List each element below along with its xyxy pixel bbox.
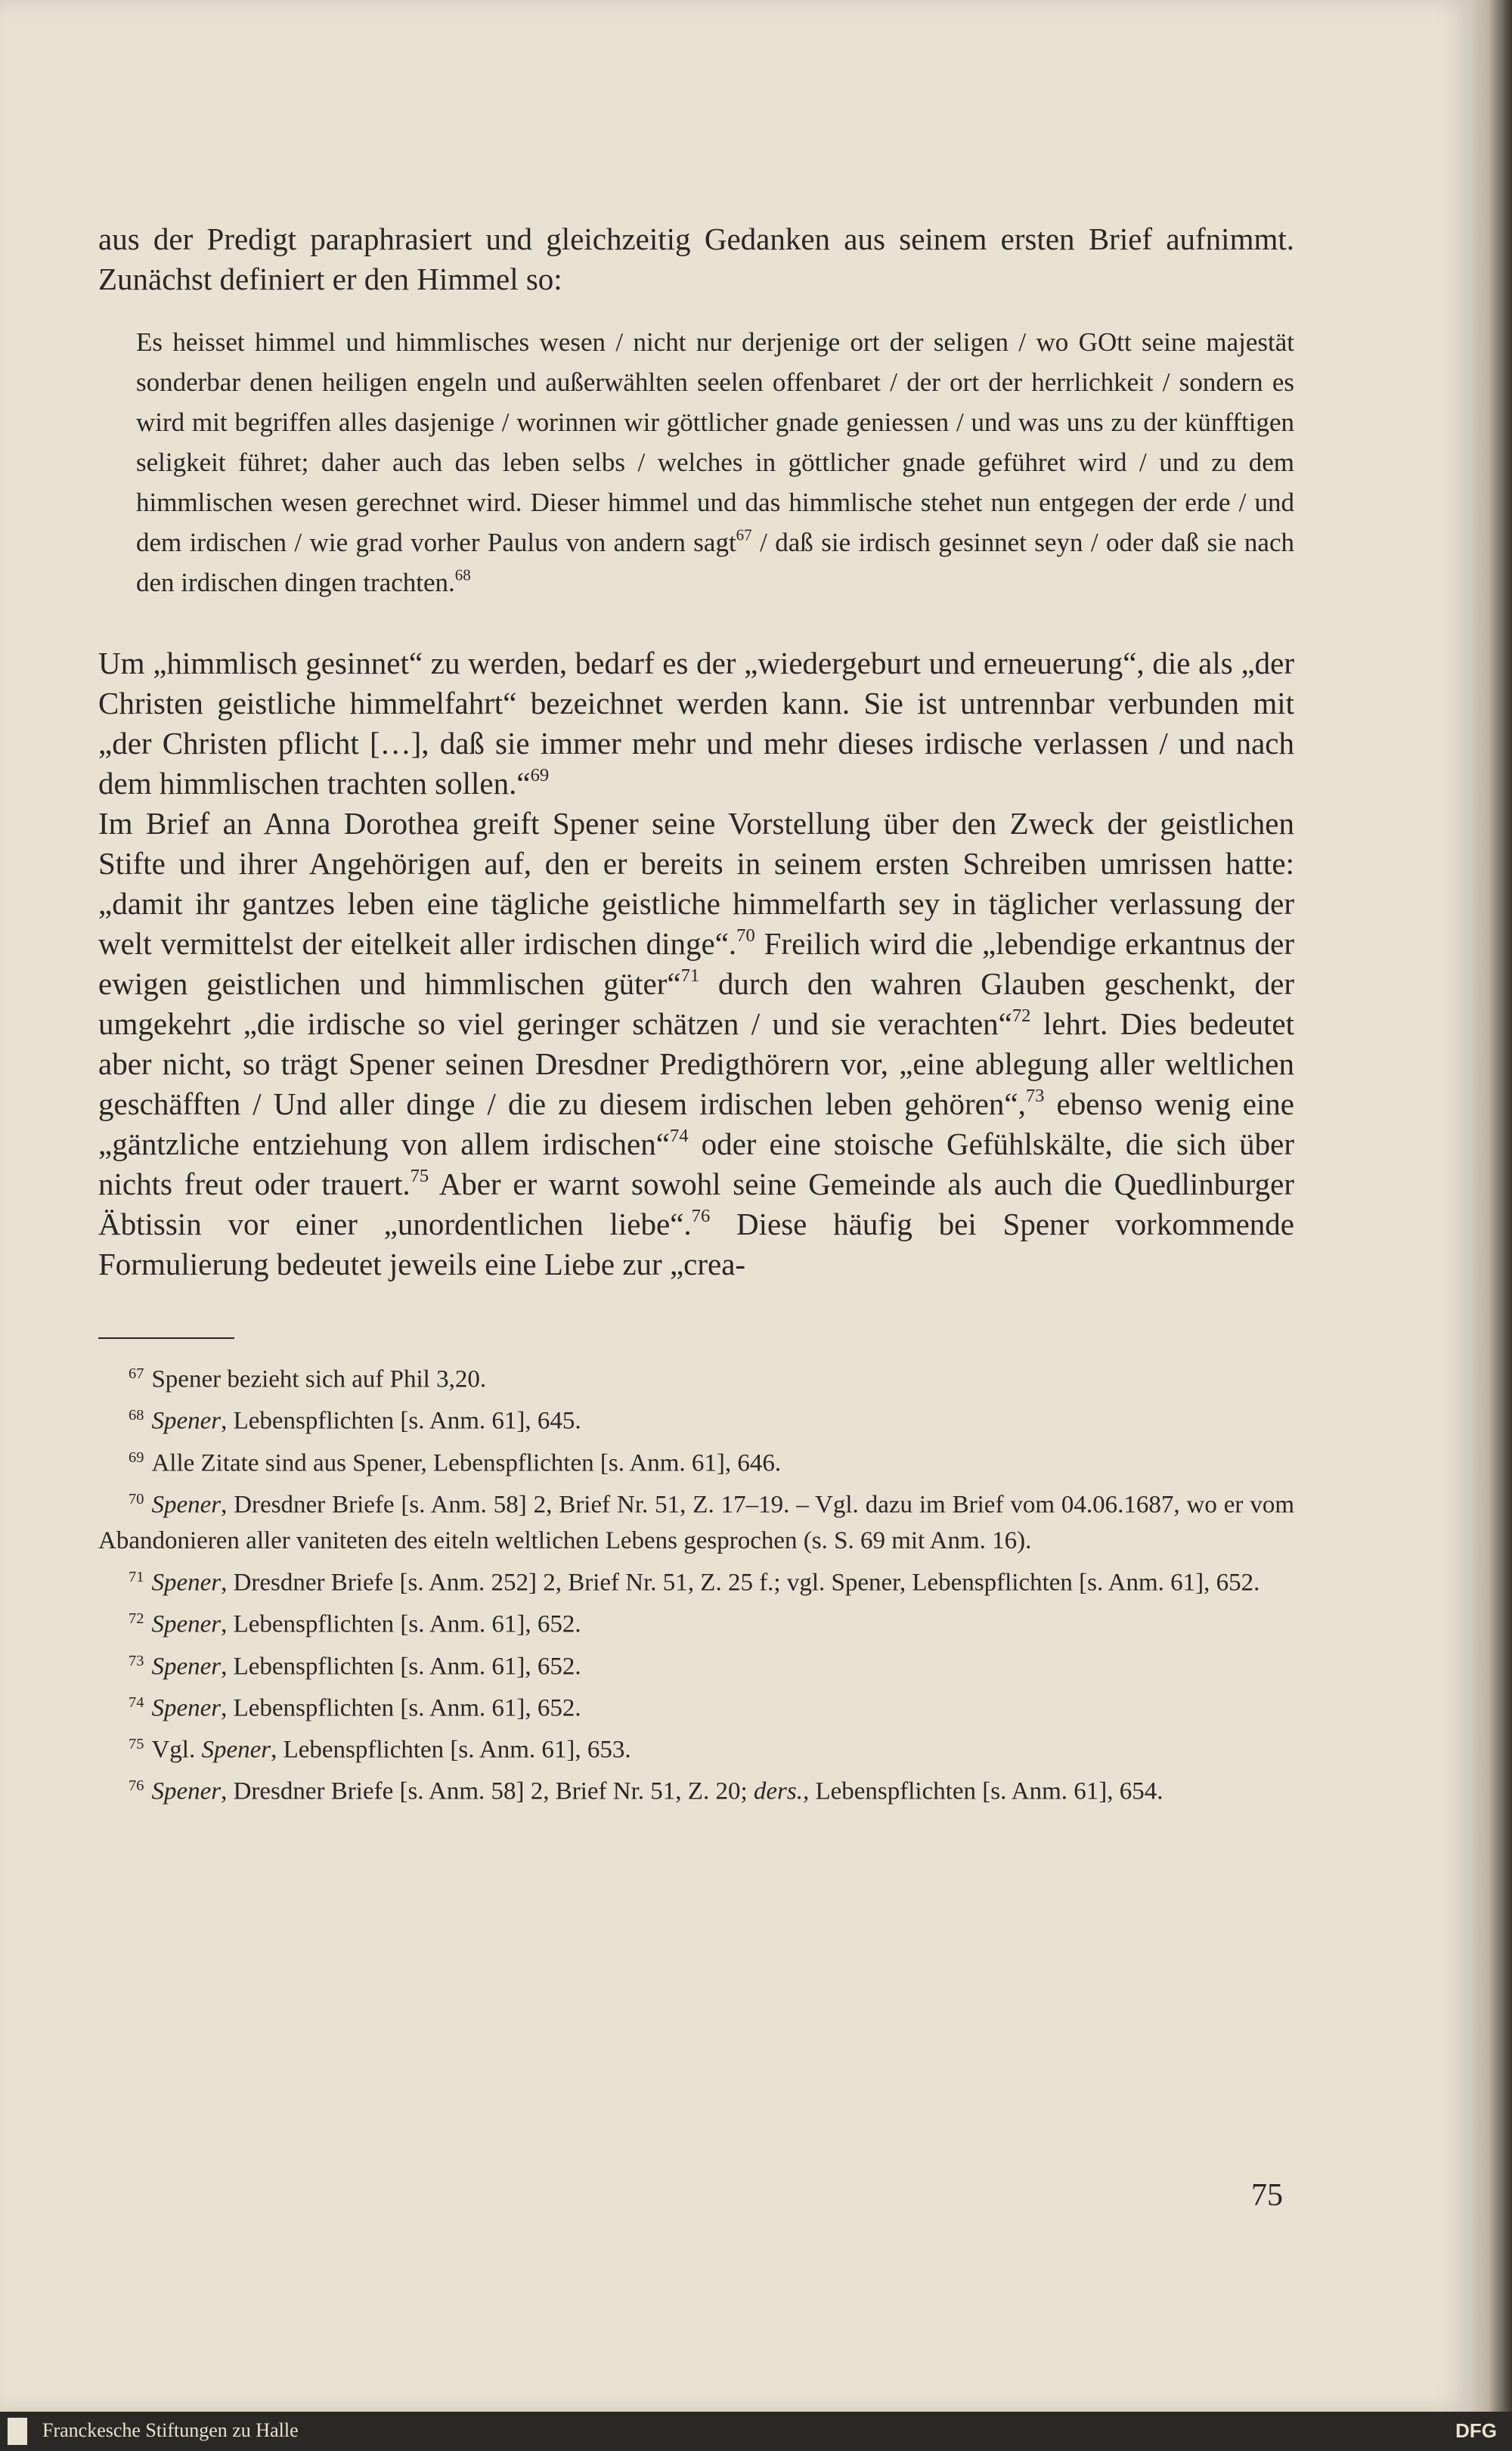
footnote-ref: 68 bbox=[454, 565, 471, 584]
footnote: $^{74}$ Spener, Lebenspflichten [s. Anm. 61], 652. bbox=[129, 1693, 581, 1721]
intro-paragraph: aus der Predigt paraphrasiert und gleichzeitig Gedanken aus seinem ersten Brief aufnimmt. Zunächst definiert er den Himmel so: bbox=[98, 222, 1294, 296]
footnote: $^{76}$ Spener, Dresdner Briefe [s. Anm. 58] 2, Brief Nr. 51, Z. 20; ders., Lebenspflichten [s. Anm. 61], 654. bbox=[129, 1777, 1163, 1805]
footnote: $^{71}$ Spener, Dresdner Briefe [s. Anm. 252] 2, Brief Nr. 51, Z. 25 f.; vgl. Spener, Lebenspflichten [s. Anm. 61], 652. bbox=[129, 1569, 1260, 1597]
footnote-ref: 73 bbox=[1025, 1085, 1045, 1106]
footnote-ref: 76 bbox=[691, 1205, 711, 1226]
page-edge bbox=[1473, 0, 1512, 2412]
footnote-ref: 67 bbox=[736, 525, 752, 544]
footnote-ref: 72 bbox=[1012, 1005, 1031, 1026]
quote-text-2: / daß sie irdisch gesinnet seyn / oder daß sie nach den irdischen dingen trachten. bbox=[136, 528, 1294, 597]
page-number: 75 bbox=[1251, 2178, 1283, 2213]
block-quote bbox=[136, 322, 1294, 603]
footnote: $^{68}$ Spener, Lebenspflichten [s. Anm. 61], 645. bbox=[129, 1407, 581, 1435]
footnote-ref: 75 bbox=[410, 1165, 429, 1186]
footnote: $^{69}$ Alle Zitate sind aus Spener, Lebenspflichten [s. Anm. 61], 646. bbox=[129, 1449, 782, 1476]
footnote-ref: 71 bbox=[680, 965, 700, 986]
quote-text: Es heisset himmel und himmlisches wesen / nicht nur derjenige ort der seligen / wo GOtt seine majestät sonderbar denen heiligen engeln und außerwählten seelen offenbaret / der ort der herrlichkeit / sondern es wird mit begriffen alles dasjenige / worinnen wir göttlicher gnade geniessen / und was uns zu der künfftigen seligkeit führet; daher auch das leben selbs / welches in göttlicher gnade geführet wird / und zu dem himmlischen wesen gerechnet wird. Dieser himmel und das himmlische stehet nun entgegen der erde / und dem irdischen / wie grad vorher Paulus von andern sagt bbox=[136, 327, 1294, 557]
paragraph-1: Um „himmlisch gesinnet“ zu werden, bedarf es der „wiedergeburt und erneuerung“, die als „der Christen geistliche himmelfahrt“ bezeichnet werden kann. Sie ist untrennbar verbunden mit „der Christen pflicht […], daß sie immer mehr und mehr dieses irdische verlassen / und nach dem himmlischen trachten sollen.“$^{69}$ bbox=[98, 646, 1294, 801]
footnote: $^{67}$ Spener bezieht sich auf Phil 3,20. bbox=[129, 1365, 487, 1393]
footnote-ref: 74 bbox=[669, 1125, 689, 1146]
footnote-ref: 69 bbox=[530, 764, 550, 785]
footnote: $^{70}$ Spener, Dresdner Briefe [s. Anm. 58] 2, Brief Nr. 51, Z. 17–19. – Vgl. dazu im Brief vom 04.06.1687, wo er vom Abandonieren aller vaniteten des eiteln weltlichen Lebens gesprochen (s. S. 69 mit Anm. 16). bbox=[98, 1490, 1294, 1554]
institution-logo-icon bbox=[8, 2418, 27, 2445]
footnote-ref: 70 bbox=[736, 925, 755, 946]
footnote: $^{75}$ Vgl. Spener, Lebenspflichten [s. Anm. 61], 653. bbox=[129, 1736, 631, 1764]
footnote: $^{72}$ Spener, Lebenspflichten [s. Anm. 61], 652. bbox=[129, 1610, 581, 1638]
paragraph-2: Im Brief an Anna Dorothea greift Spener seine Vorstellung über den Zweck der geistlichen Stifte und ihrer Angehörigen auf, den er bereits in seinem ersten Schreiben umrissen hatte: „damit ihr gantzes leben eine tägliche geistliche himmelfarth sey in täglicher verlassung der welt vermittelst der eitelkeit aller irdischen dinge“.$^{70}$ Freilich wird die „lebendige erkantnus der ewigen geistlichen und himmlischen güter“$^{71}$ durch den wahren Glauben geschenkt, der umgekehrt „die irdische so viel geringer schätzen / und sie verachten“$^{72}$ lehrt. Dies bedeutet aber nicht, so trägt Spener seinen Dresdner Predigthörern vor, „eine ablegung aller weltlichen geschäfften / Und aller dinge / die zu diesem irdischen leben gehören“,$^{73}$ ebenso wenig eine „gäntzliche entziehung von allem irdischen“$^{74}$ oder eine stoische Gefühlskälte, die sich über nichts freut oder trauert.$^{75}$ Aber er warnt sowohl seine Gemeinde als auch die Quedlinburger Äbtissin vor einer „unordentlichen liebe“.$^{76}$ Diese häufig bei Spener vorkommende Formulierung bedeutet jeweils eine Liebe zur „crea- bbox=[98, 806, 1295, 1281]
text-block bbox=[98, 219, 1294, 1810]
footnote-rule bbox=[98, 1337, 234, 1339]
institution-name: Franckesche Stiftungen zu Halle bbox=[42, 2419, 299, 2441]
funder-logo: DFG bbox=[1455, 2419, 1497, 2442]
footnote: $^{73}$ Spener, Lebenspflichten [s. Anm. 61], 652. bbox=[129, 1652, 581, 1680]
footnotes bbox=[98, 1356, 1294, 1810]
